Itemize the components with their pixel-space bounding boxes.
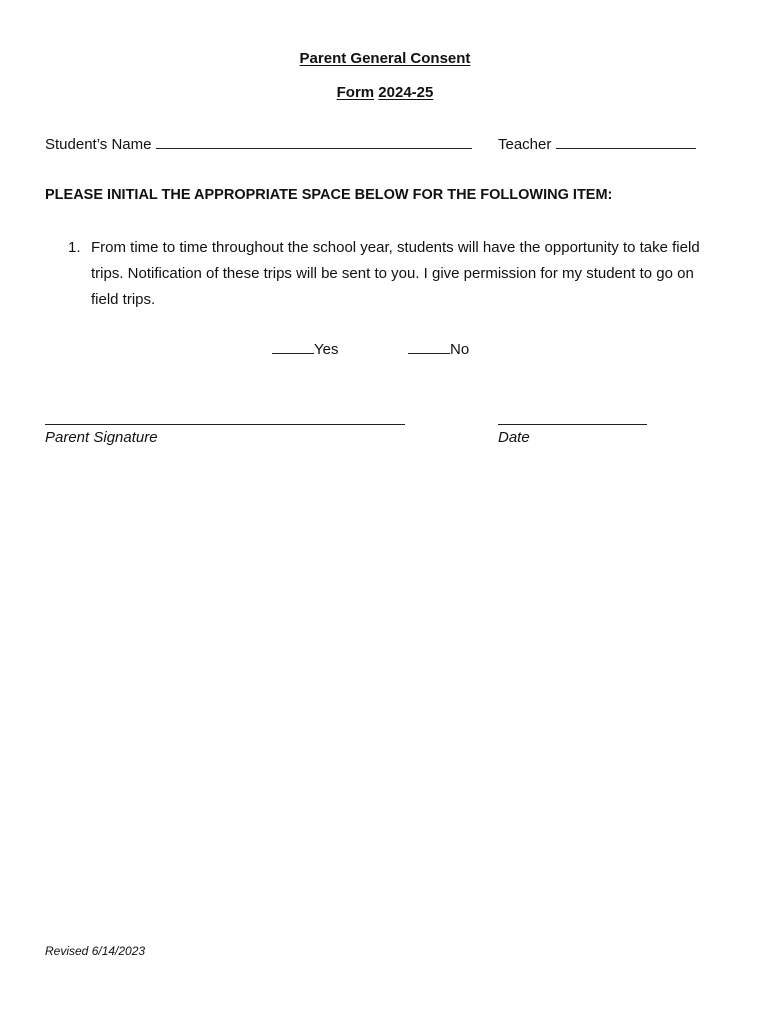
form-subtitle-word: Form [336,84,375,101]
teacher-label: Teacher [498,136,552,153]
teacher-field[interactable] [556,136,696,149]
form-title: Parent General Consent [299,50,471,67]
student-name-label: Student’s Name [45,136,152,153]
item-text: From time to time throughout the school year, students will have the opportunity to take field trips. Notification of these trips will be sent to you. I give permission for my student to go on field trips. [91,239,700,308]
yes-option [272,341,338,358]
no-label: No [450,341,470,358]
yes-initial-field[interactable] [272,341,314,354]
item-number: 1. [68,239,81,256]
parent-signature-label: Parent Signature [45,429,158,446]
form-year: 2024-25 [378,84,434,101]
student-name-field[interactable] [156,136,472,149]
date-label: Date [498,429,530,446]
date-line[interactable] [498,424,647,425]
yes-label: Yes [314,341,339,358]
parent-signature-line[interactable] [45,424,405,425]
teacher-row [498,136,696,153]
form-subtitle [0,84,770,101]
instruction-heading: PLEASE INITIAL THE APPROPRIATE SPACE BELOW FOR THE FOLLOWING ITEM: [45,187,613,203]
student-name-row [45,136,472,153]
no-option [408,341,469,358]
no-initial-field[interactable] [408,341,450,354]
revised-date: Revised 6/14/2023 [45,944,146,958]
